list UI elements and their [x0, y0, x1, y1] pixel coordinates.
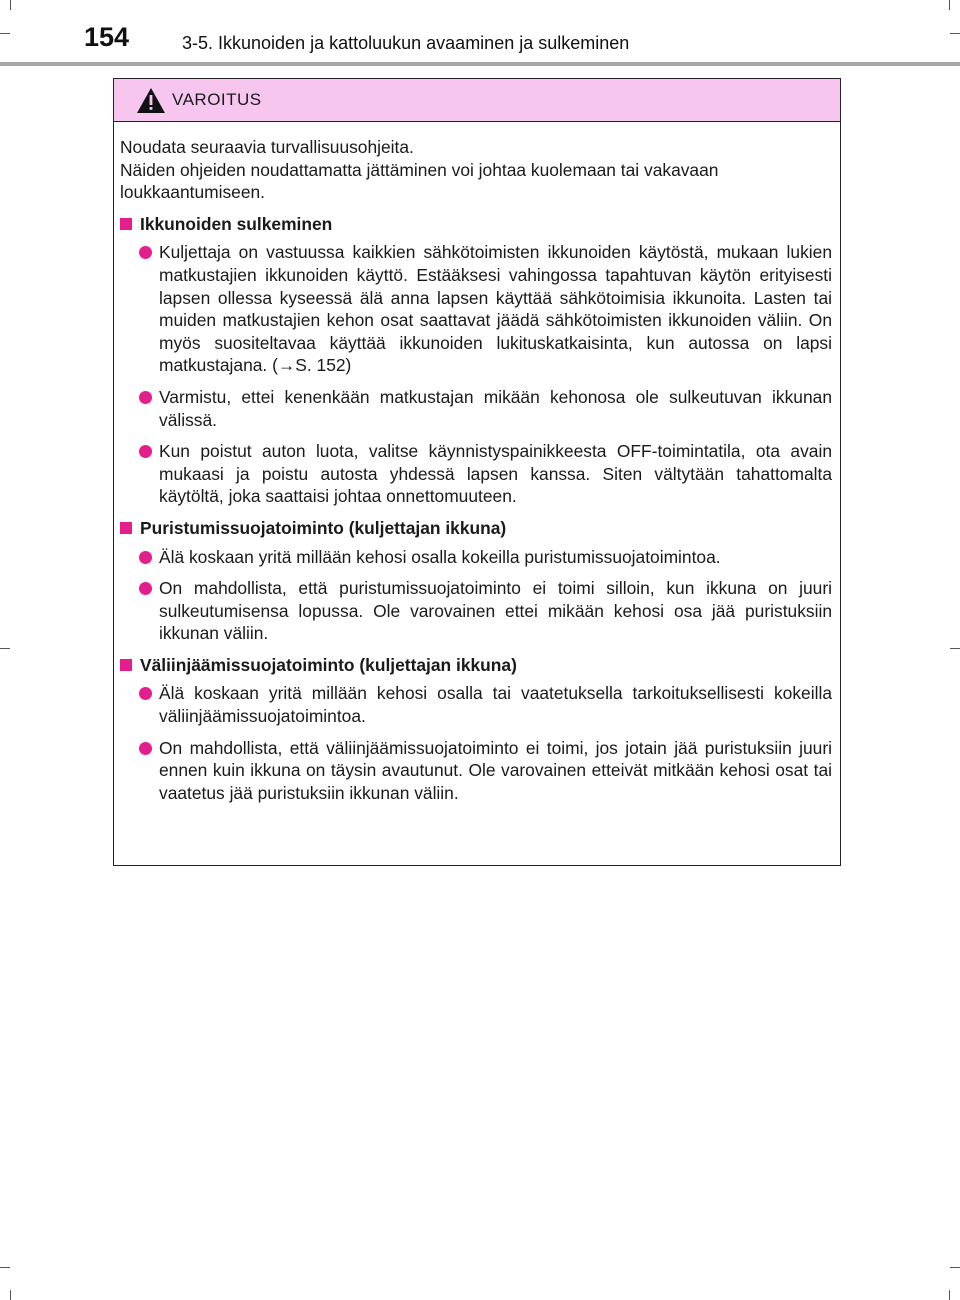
header-rule [0, 62, 960, 66]
round-bullet-icon [139, 742, 152, 755]
intro-line: Näiden ohjeiden noudattamatta jättäminen voi johtaa kuolemaan tai vakavaan loukkaantumiseen. [120, 159, 719, 203]
section-jam-protection [120, 517, 832, 645]
list-item: Kun poistut auton luota, valitse käynnistyspainikkeesta OFF-toimintatila, ota avain mukaasi ja poistu autosta yhdessä lapsen kanssa. Siten vältytään tahattomalta käytöltä, joka saattaisi johtaa onnettomuuteen. [120, 440, 832, 508]
intro-line: Noudata seuraavia turvallisuusohjeita. [120, 137, 414, 157]
section-catch-protection [120, 654, 832, 805]
list-item: Kuljettaja on vastuussa kaikkien sähkötoimisten ikkunoiden käytöstä, mukaan lukien matkustajien ikkunoiden käyttö. Estääksesi vahingossa tapahtuvan käytön erityisesti lapsen ollessa kyseessä älä anna lapsen käyttää sähkötoimisia ikkunoita. Lasten tai muiden matkustajien kehon osat saattavat jäädä sähkötoimisten ikkunoiden väliin. On myös suositeltavaa käyttää ikkunoiden lukituskatkaisinta, kun autossa on lapsi matkustajana. (→S. 152) [120, 241, 832, 377]
warning-triangle-icon [136, 87, 166, 114]
list-item: Älä koskaan yritä millään kehosi osalla kokeilla puristumissuojatoimintoa. [120, 546, 832, 569]
warning-body [114, 122, 840, 804]
round-bullet-icon [139, 582, 152, 595]
crop-mark [0, 1267, 10, 1268]
section-window-closing [120, 213, 832, 508]
round-bullet-icon [139, 687, 152, 700]
crop-mark [949, 1290, 950, 1300]
list-item: Varmistu, ettei kenenkään matkustajan mikään kehonosa ole sulkeutuvan ikkunan välissä. [120, 386, 832, 431]
warning-box [113, 78, 841, 866]
list-item: On mahdollista, että puristumissuojatoiminto ei toimi silloin, kun ikkuna on juuri sulkeutumisensa lopussa. Ole varovainen ettei mikään kehosi osa jää puristuksiin ikkunan väliin. [120, 577, 832, 645]
section-title: 3-5. Ikkunoiden ja kattoluukun avaaminen ja sulkeminen [182, 33, 630, 53]
round-bullet-icon [139, 391, 152, 404]
square-bullet-icon [120, 659, 132, 671]
section-heading: Väliinjäämissuojatoiminto (kuljettajan ikkuna) [120, 654, 832, 677]
round-bullet-icon [139, 445, 152, 458]
crop-mark [950, 648, 960, 649]
list-item: On mahdollista, että väliinjäämissuojatoiminto ei toimi, jos jotain jää puristuksiin juuri ennen kuin ikkuna on täysin avautunut. Ole varovainen etteivät mitkään kehosi osat tai vaatetus jää puristuksiin ikkunan väliin. [120, 737, 832, 805]
warning-intro [120, 136, 832, 204]
square-bullet-icon [120, 218, 132, 230]
section-heading: Ikkunoiden sulkeminen [120, 213, 832, 236]
warning-title: VAROITUS [172, 90, 262, 109]
round-bullet-icon [139, 551, 152, 564]
square-bullet-icon [120, 522, 132, 534]
crop-mark [0, 648, 10, 649]
warning-header [114, 79, 840, 122]
round-bullet-icon [139, 246, 152, 259]
crop-mark [10, 1290, 11, 1300]
page-header [0, 0, 960, 70]
crop-mark [950, 1267, 960, 1268]
page-number: 154 [84, 22, 130, 52]
list-item: Älä koskaan yritä millään kehosi osalla tai vaatetuksella tarkoituksellisesti kokeilla väliinjäämissuojatoimintoa. [120, 682, 832, 727]
section-heading: Puristumissuojatoiminto (kuljettajan ikkuna) [120, 517, 832, 540]
